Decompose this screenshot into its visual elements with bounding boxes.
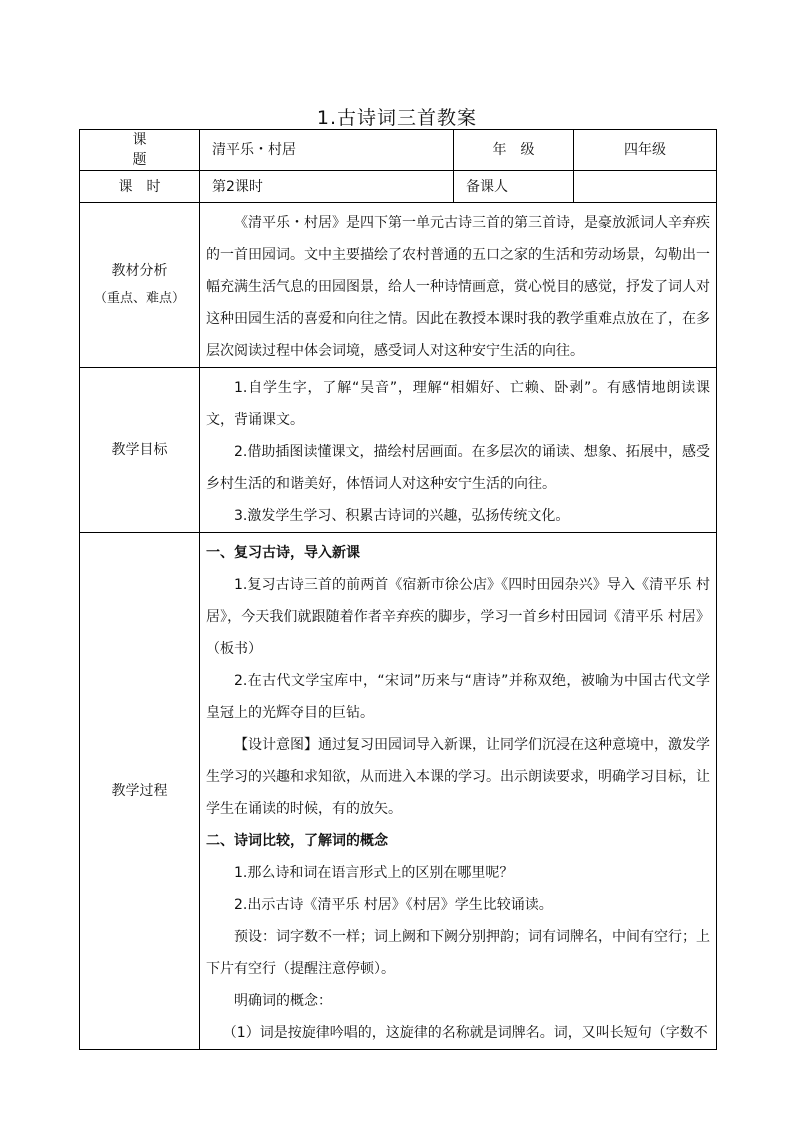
preparer-label: 备课人: [454, 171, 574, 203]
process-row: [80, 533, 717, 1050]
analysis-row: [80, 203, 717, 368]
goals-label: 教学目标: [80, 368, 200, 533]
goals-content: [200, 368, 717, 533]
period-label: 课 时: [80, 171, 200, 203]
process-paragraph: 2.出示古诗《清平乐 村居》《村居》学生比较诵读。: [234, 897, 553, 913]
analysis-text: 《清平乐・村居》是四下第一单元古诗三首的第三首诗，是豪放派词人辛弃疾的一首田园词。文中主要描绘了农村普通的五口之家的生活和劳动场景，勾勒出一幅充满生活气息的田园图景，给人一种诗情画意，赏心悦目的感觉，抒发了词人对这种田园生活的喜爱和向往之情。因此在教授本课时我的教学重难点放在了，在多层次阅读过程中体会词境，感受词人对这种安宁生活的向往。: [206, 215, 710, 359]
goals-row: [80, 368, 717, 533]
topic-value: 清平乐・村居: [200, 130, 454, 171]
goal-item: 1.自学生字，了解“吴音”，理解“相媚好、亡赖、卧剥”。有感情地朗读课文，背诵课文。: [206, 380, 710, 428]
page-title: 1.古诗词三首教案: [316, 107, 478, 129]
process-paragraph: 明确词的概念：: [234, 993, 332, 1009]
period-row: [80, 171, 717, 203]
section-heading: 二、诗词比较，了解词的概念: [206, 833, 388, 849]
process-content: [200, 533, 717, 1050]
preparer-value: [574, 171, 717, 203]
process-paragraph: （1）词是按旋律吟唱的，这旋律的名称就是词牌名。词，又叫长短句（字数不: [222, 1025, 708, 1041]
analysis-sublabel: （重点、难点）: [93, 291, 185, 306]
process-paragraph: 1.那么诗和词在语言形式上的区别在哪里呢？: [234, 865, 514, 881]
process-label: 教学过程: [80, 533, 200, 1050]
topic-row: [80, 130, 717, 171]
period-value: 第2课时: [200, 171, 454, 203]
topic-label: 课 题: [80, 130, 200, 171]
section-heading: 一、复习古诗，导入新课: [206, 545, 360, 561]
lesson-plan-table: [79, 129, 717, 1050]
process-paragraph: 1.复习古诗三首的前两首《宿新市徐公店》《四时田园杂兴》导入《清平乐 村居》，今天我们就跟随着作者辛弃疾的脚步，学习一首乡村田园词《清平乐 村居》（板书）: [206, 577, 710, 657]
analysis-content: [200, 203, 717, 368]
goal-item: 2.借助插图读懂课文，描绘村居画面。在多层次的诵读、想象、拓展中，感受乡村生活的和谐美好，体悟词人对这种安宁生活的向往。: [206, 444, 710, 492]
process-paragraph: 预设：词字数不一样；词上阙和下阙分别押韵；词有词牌名，中间有空行；上下片有空行（提醒注意停顿）。: [206, 929, 710, 977]
analysis-label-cell: [80, 203, 200, 368]
process-paragraph: 2.在古代文学宝库中，“宋词”历来与“唐诗”并称双绝，被喻为中国古代文学皇冠上的光辉夺目的巨钻。: [206, 673, 710, 721]
analysis-label: 教材分析: [111, 263, 168, 279]
grade-label: 年 级: [454, 130, 574, 171]
grade-value: 四年级: [574, 130, 717, 171]
design-intent: 【设计意图】通过复习田园词导入新课，让同学们沉浸在这种意境中，激发学生学习的兴趣和求知欲，从而进入本课的学习。出示朗读要求，明确学习目标，让学生在诵读的时候，有的放矢。: [206, 737, 710, 817]
goal-item: 3.激发学生学习、积累古诗词的兴趣，弘扬传统文化。: [234, 508, 570, 524]
